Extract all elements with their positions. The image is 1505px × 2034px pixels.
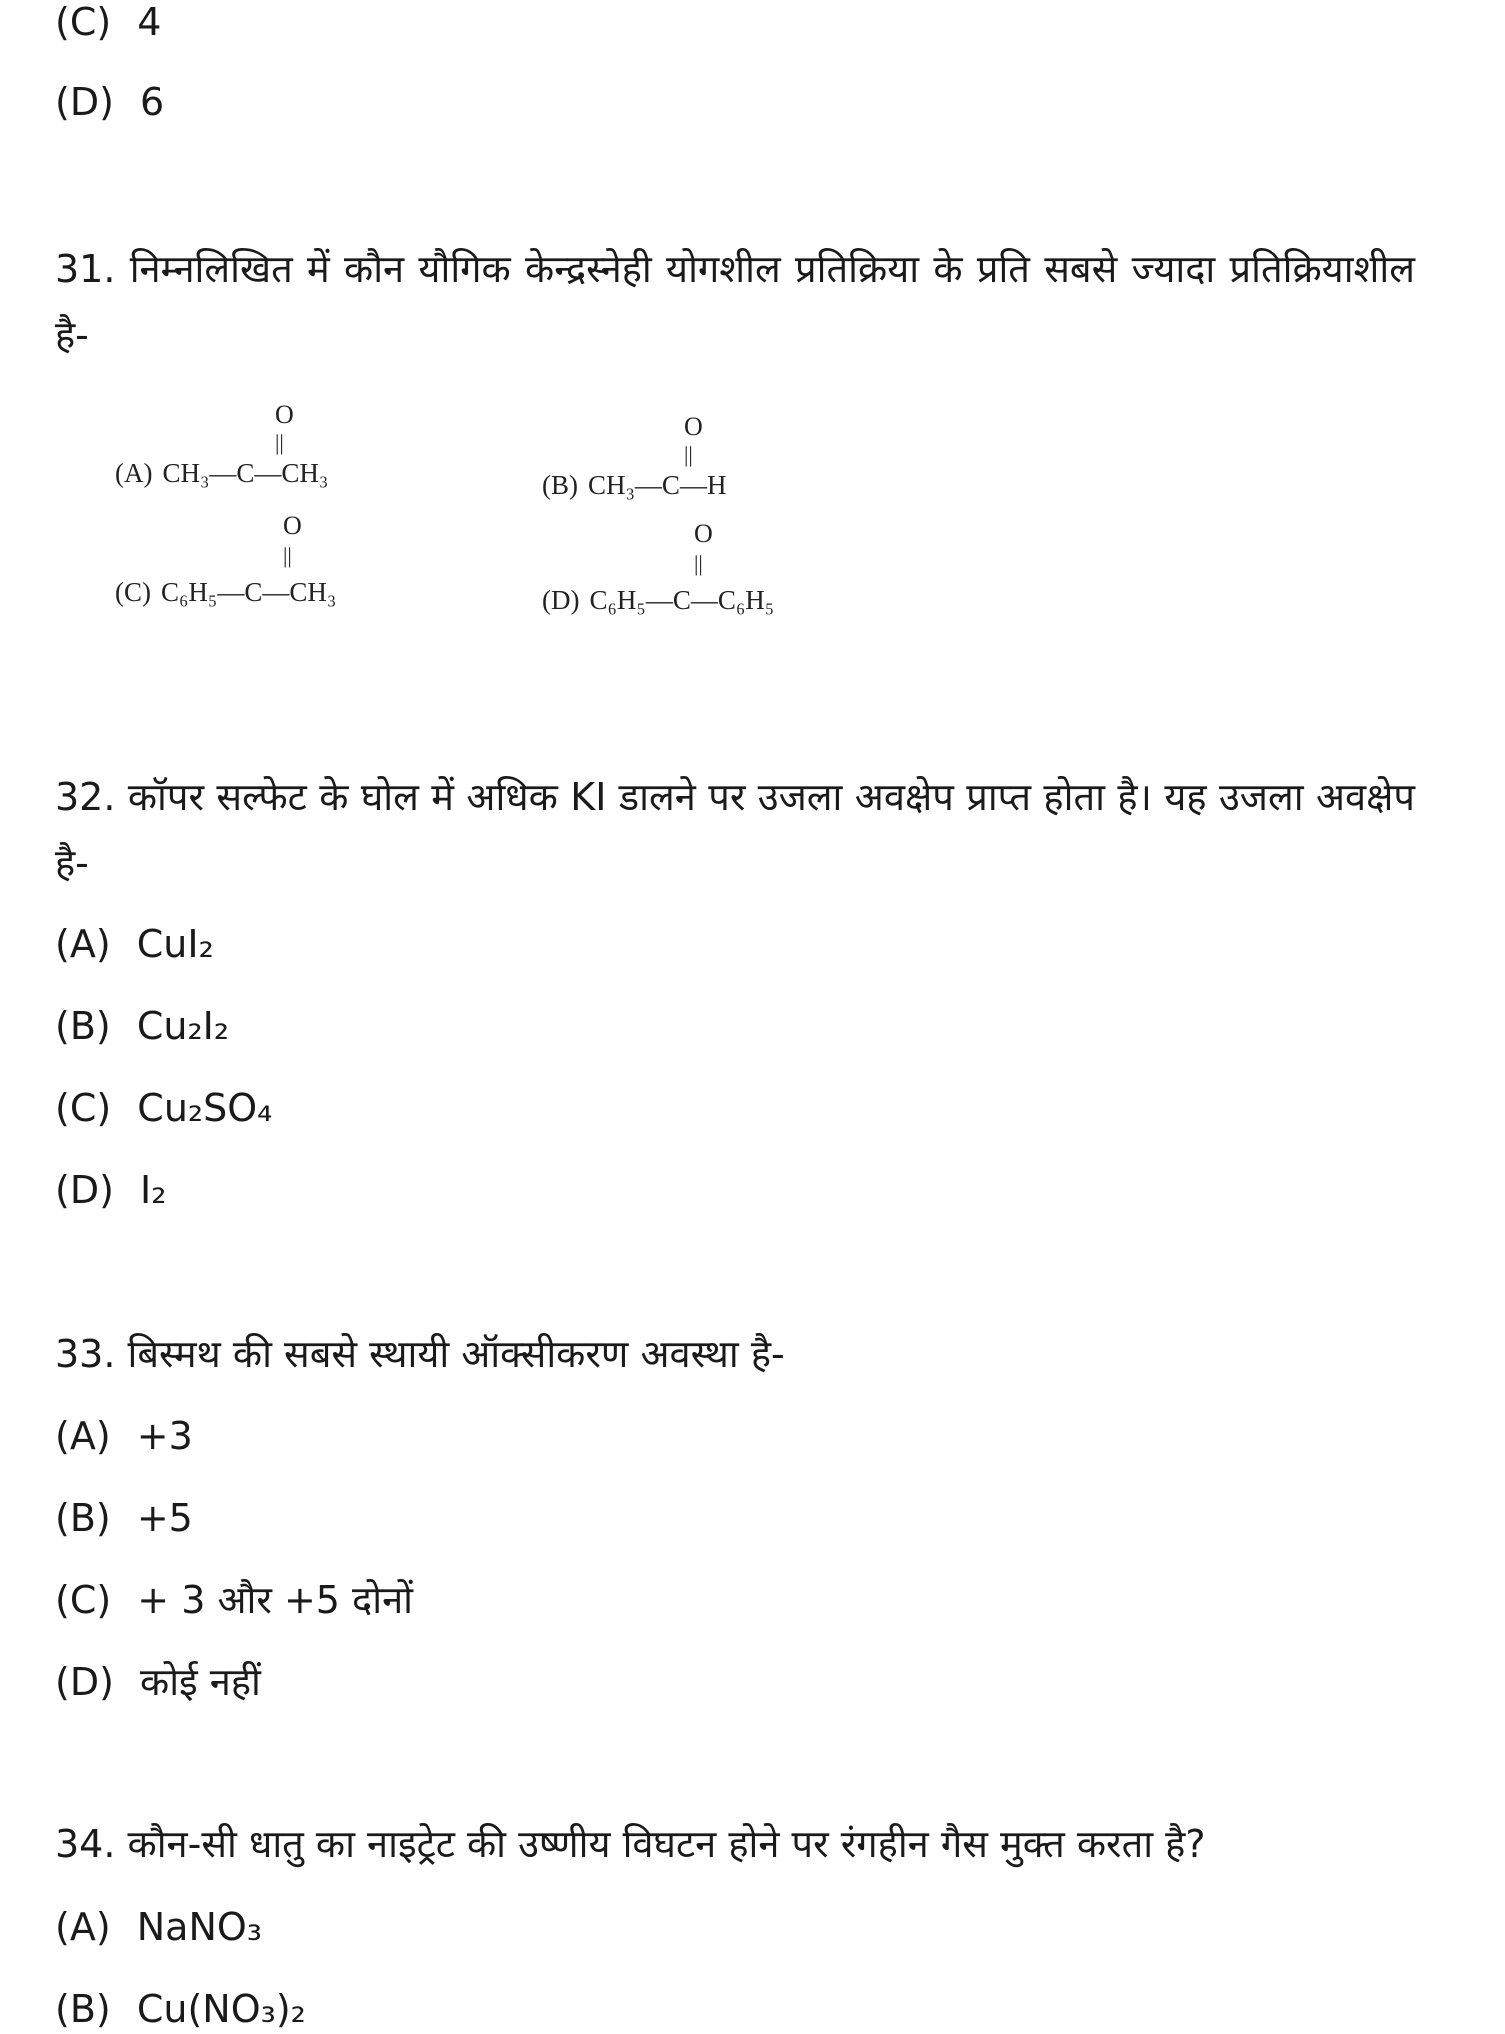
structure-d (542, 519, 775, 616)
option-a (55, 922, 214, 966)
option-text: Cu₂SO₄ (137, 1086, 273, 1130)
option-d (55, 80, 164, 124)
option-text: 4 (137, 0, 162, 44)
double-bond: || (684, 442, 693, 467)
option-label: (A) (55, 1414, 111, 1458)
question-33-text: 33. बिस्मथ की सबसे स्थायी ऑक्सीकरण अवस्था है- (55, 1332, 785, 1376)
oxygen-atom: O (694, 519, 713, 548)
structure-left: CH₃— (162, 458, 237, 488)
structure-right: —CH₃ (262, 577, 337, 607)
structure-label: (D) (542, 585, 580, 615)
option-b (55, 1004, 229, 1048)
option-text: 6 (140, 80, 165, 124)
structure-left: C₆H₅— (589, 585, 673, 615)
option-c (55, 0, 161, 44)
option-c (55, 1578, 413, 1622)
option-text: + 3 और +5 दोनों (137, 1578, 413, 1622)
option-text: +5 (136, 1496, 193, 1540)
oxygen-atom: O (275, 400, 294, 429)
structure-center: C (672, 585, 691, 615)
option-b (55, 1496, 193, 1540)
option-text: I₂ (140, 1168, 167, 1212)
option-label: (B) (55, 1496, 111, 1540)
structure-right: —H (679, 470, 727, 500)
option-text: +3 (136, 1414, 193, 1458)
structure-center: C (236, 458, 255, 488)
structure-b (542, 412, 727, 501)
option-label: (C) (55, 0, 112, 44)
option-text: CuI₂ (136, 922, 214, 966)
option-label: (A) (55, 922, 111, 966)
structure-label: (B) (542, 470, 578, 500)
double-bond: || (283, 543, 292, 568)
structure-center: C (661, 470, 680, 500)
structure-c (115, 511, 337, 608)
option-a (55, 1905, 262, 1949)
structure-a (115, 400, 329, 489)
option-label: (A) (55, 1905, 111, 1949)
double-bond: || (275, 430, 284, 455)
option-label: (B) (55, 1004, 111, 1048)
structure-left: C₆H₅— (161, 577, 245, 607)
option-label: (B) (55, 1987, 111, 2031)
structure-center: C (244, 577, 263, 607)
option-text: Cu(NO₃)₂ (136, 1987, 306, 2031)
option-label: (D) (55, 1660, 114, 1704)
question-34-text: 34. कौन-सी धातु का नाइट्रेट की उष्णीय विघटन होने पर रंगहीन गैस मुक्त करता है? (55, 1822, 1206, 1866)
question-31-text: 31. निम्नलिखित में कौन यौगिक केन्द्रस्नेही योगशील प्रतिक्रिया के प्रति सबसे ज्यादा प्रतिक्रियाशील है- (55, 247, 1415, 357)
option-label: (D) (55, 80, 114, 124)
structure-label: (A) (115, 458, 153, 488)
option-d (55, 1660, 261, 1704)
question-32-text: 32. कॉपर सल्फेट के घोल में अधिक KI डालने पर उजला अवक्षेप प्राप्त होता है। यह उजला अवक्षेप है- (55, 775, 1415, 885)
option-text: NaNO₃ (136, 1905, 263, 1949)
option-text: कोई नहीं (140, 1660, 261, 1704)
oxygen-atom: O (684, 412, 703, 441)
structure-right: —C₆H₅ (690, 585, 775, 615)
option-text: Cu₂I₂ (136, 1004, 230, 1048)
oxygen-atom: O (283, 511, 302, 540)
option-d (55, 1168, 166, 1212)
double-bond: || (694, 551, 703, 576)
option-b (55, 1987, 306, 2031)
option-c (55, 1086, 272, 1130)
structure-label: (C) (115, 577, 151, 607)
structure-left: CH₃— (588, 470, 662, 500)
structure-right: —CH₃ (254, 458, 329, 488)
option-label: (C) (55, 1086, 112, 1130)
option-a (55, 1414, 193, 1458)
option-label: (C) (55, 1578, 112, 1622)
option-label: (D) (55, 1168, 114, 1212)
